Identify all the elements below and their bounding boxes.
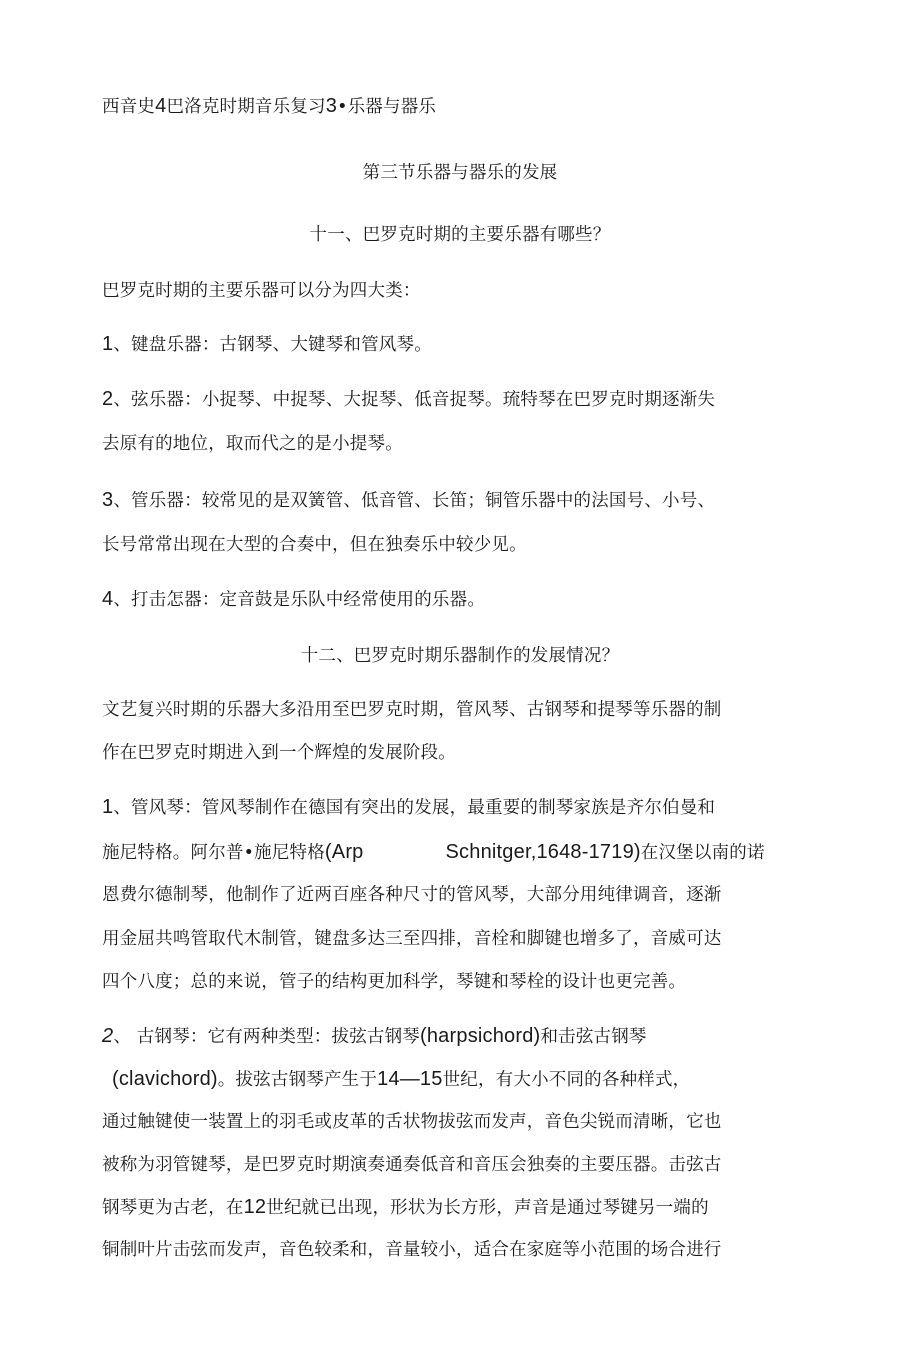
header-number: 4 xyxy=(155,95,167,117)
paragraph-text: 在汉堡以南的诺 xyxy=(640,843,765,863)
header-number: 3 xyxy=(325,95,338,117)
paragraph-line xyxy=(112,1068,690,1091)
item-text: 、打击怎器：定音鼓是乐队中经常使用的乐器。 xyxy=(113,590,486,610)
question-11-intro: 巴罗克时期的主要乐器可以分为四大类： xyxy=(102,281,421,301)
paragraph-text: 、管风琴：管风琴制作在德国有突出的发展，最重要的制琴家族是齐尔伯曼和 xyxy=(113,798,716,818)
paragraph-line xyxy=(102,1196,709,1219)
question-11-title: 十一、巴罗克时期的主要乐器有哪些？ xyxy=(309,225,611,245)
paragraph-line xyxy=(102,1025,647,1048)
latin-text: (Arp xyxy=(324,841,364,863)
item-text: 、弦乐器：小捉琴、中捉琴、大捉琴、低音捉琴。琉特琴在巴罗克时期逐渐失 xyxy=(113,390,716,410)
paragraph-line: 作在巴罗克时期进入到一个辉煌的发展阶段。 xyxy=(102,743,456,763)
list-item-continuation: 长号常常出现在大型的合奏中，但在独奏乐中较少见。 xyxy=(102,535,527,555)
item-number: 2 xyxy=(102,388,114,410)
paragraph-line: 被称为羽管键琴，是巴罗克时期演奏通奏低音和音压会独奏的主要压器。击弦古 xyxy=(102,1155,722,1175)
section-title: 第三节乐器与器乐的发展 xyxy=(362,163,558,183)
paragraph-text: 施尼特格。阿尔普•施尼特格 xyxy=(102,843,325,863)
paragraph-text: 和击弦古钢琴 xyxy=(540,1027,647,1047)
paragraph-text: 。拔弦古钢琴产生于 xyxy=(217,1070,378,1090)
latin-text: (harpsichord) xyxy=(420,1025,541,1047)
list-item xyxy=(102,489,715,512)
item-number: 2 xyxy=(102,1025,114,1047)
item-text: 、管乐器：较常见的是双簧管、低音管、长笛；铜管乐器中的法国号、小号、 xyxy=(113,491,716,511)
paragraph-line: 通过触键使一装置上的羽毛或皮革的舌状物拔弦而发声，音色尖锐而清晰，它也 xyxy=(102,1112,722,1132)
header-text: 西音史 xyxy=(102,97,156,117)
paragraph-line xyxy=(102,796,715,819)
list-item-continuation: 去原有的地位，取而代之的是小提琴。 xyxy=(102,434,403,454)
paragraph-text: 、 古钢琴：它有两种类型：拔弦古钢琴 xyxy=(113,1027,420,1047)
list-item xyxy=(102,333,432,356)
paragraph-text: 世纪就已出现，形状为长方形，声音是通过琴键另一端的 xyxy=(266,1198,709,1218)
item-number: 1 xyxy=(102,333,114,355)
paragraph-line: 恩费尔德制琴，他制作了近两百座各种尺寸的管风琴，大部分用纯律调音，逐渐 xyxy=(102,885,722,905)
paragraph-line: 用金屈共鸣管取代木制管，键盘多达三至四排，音栓和脚键也增多了，音威可达 xyxy=(102,929,722,949)
document-header xyxy=(102,95,436,118)
paragraph-line xyxy=(102,841,765,864)
paragraph-line: 四个八度；总的来说，管子的结构更加科学，琴键和琴栓的设计也更完善。 xyxy=(102,972,687,992)
latin-text: 14—15 xyxy=(377,1068,443,1090)
header-text: 巴洛克时期音乐复习 xyxy=(166,97,326,117)
header-text: •乐器与器乐 xyxy=(337,97,437,117)
list-item xyxy=(102,588,485,611)
item-number: 3 xyxy=(102,489,114,511)
list-item xyxy=(102,388,715,411)
item-number: 1 xyxy=(102,796,114,818)
item-number: 4 xyxy=(102,588,114,610)
latin-text: (clavichord) xyxy=(112,1068,218,1090)
paragraph-text: 世纪，有大小不同的各种样式， xyxy=(442,1070,691,1090)
latin-text: 12 xyxy=(243,1196,267,1218)
question-12-title: 十二、巴罗克时期乐器制作的发展情况？ xyxy=(300,646,620,666)
paragraph-text: 钢琴更为古老，在 xyxy=(102,1198,244,1218)
item-text: 、键盘乐器：古钢琴、大键琴和管风琴。 xyxy=(113,335,432,355)
paragraph-line: 文艺复兴时期的乐器大多沿用至巴罗克时期，管风琴、古钢琴和提琴等乐器的制 xyxy=(102,700,722,720)
paragraph-line: 铜制叶片击弦而发声，音色较柔和，音量较小，适合在家庭等小范围的场合进行 xyxy=(102,1240,722,1260)
latin-text: Schnitger,1648-1719) xyxy=(445,841,641,863)
